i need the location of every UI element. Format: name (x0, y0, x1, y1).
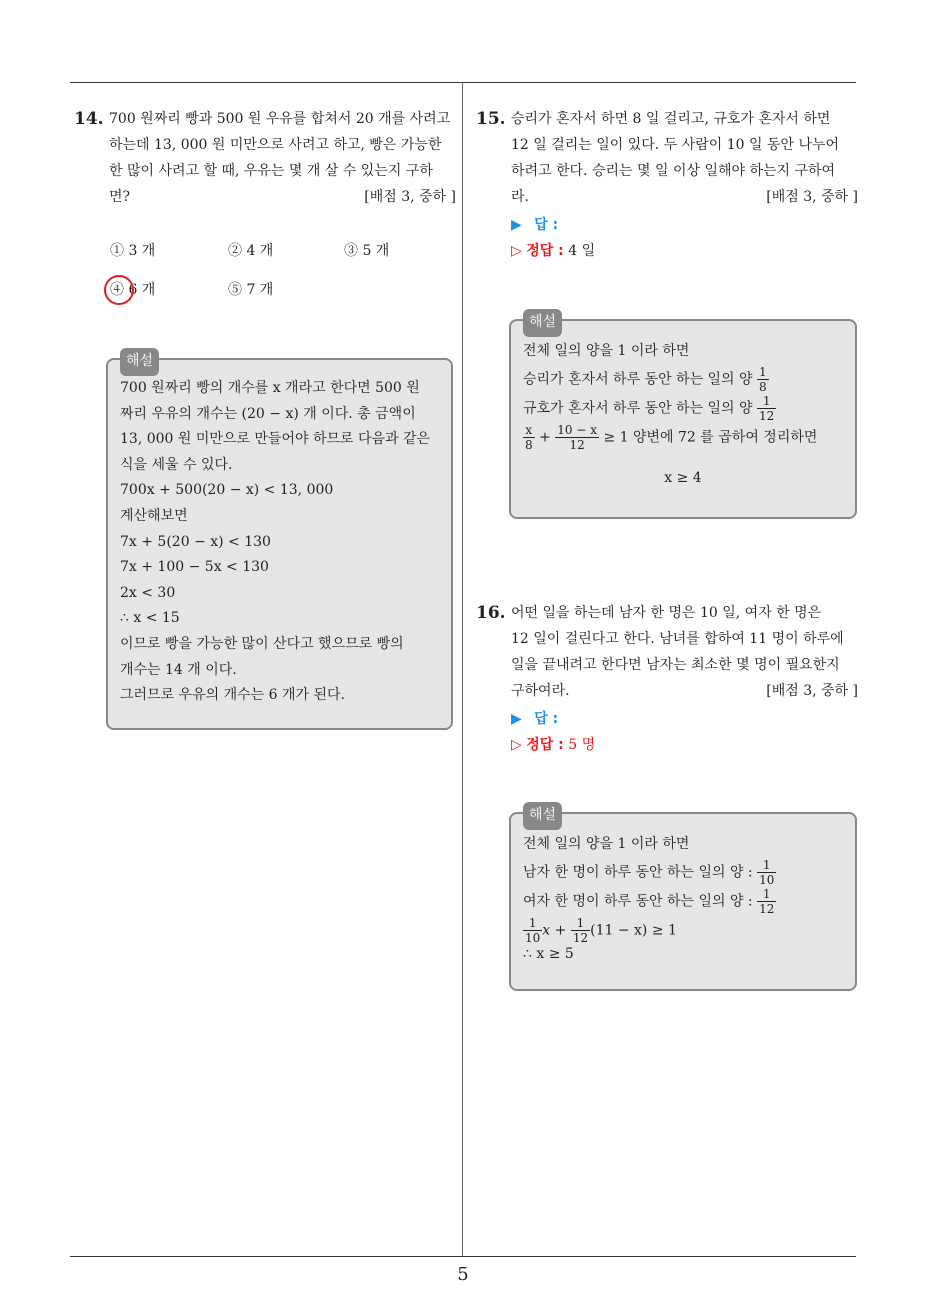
question-text: 일을 끝내려고 한다면 남자는 최소한 몇 명이 필요한지 (511, 657, 840, 673)
denominator: 8 (525, 437, 533, 452)
result-line: x ≥ 4 (664, 469, 702, 486)
denominator: 8 (759, 379, 767, 394)
explanation-text: 규호가 혼자서 하루 동안 하는 일의 양 (523, 400, 753, 417)
denominator: 10 (759, 872, 775, 887)
question-text: 12 일이 걸린다고 한다. 남녀를 합하여 11 명이 하루에 (511, 631, 844, 647)
explanation-line: 전체 일의 양을 1 이라 하면 (523, 836, 690, 852)
question-16 (476, 600, 858, 758)
explanation-line: 전체 일의 양을 1 이라 하면 (523, 343, 690, 359)
explanation-line: 7x + 5(20 − x) < 130 (120, 533, 271, 550)
fraction (555, 423, 599, 452)
explanation-box-15 (509, 314, 857, 519)
score-meta: [배점 3, 중하 ] (364, 189, 456, 205)
correct-answer-value: 4 일 (568, 243, 596, 259)
fraction (571, 916, 590, 945)
fraction (757, 365, 769, 394)
play-triangle-icon: ▶ (511, 217, 522, 233)
question-14 (74, 106, 456, 210)
explanation-line: 7x + 100 − 5x < 130 (120, 559, 269, 576)
numerator: 1 (757, 887, 776, 902)
explanation-line: 짜리 우유의 개수는 (20 − x) 개 이다. 총 금액이 (120, 405, 416, 422)
choice-2[interactable]: ② 4 개 (228, 243, 274, 259)
equation-tail: (11 − x) ≥ 1 (590, 922, 677, 939)
explanation-text: 승리가 혼자서 하루 동안 하는 일의 양 (523, 371, 753, 388)
explanation-box-16 (509, 807, 857, 991)
question-text: 면? (109, 189, 131, 205)
explanation-line (523, 423, 843, 452)
explanation-tag: 해설 (523, 802, 562, 830)
correct-answer-label: 정답 : (526, 737, 564, 753)
explanation-tag: 해설 (120, 348, 159, 376)
score-meta: [배점 3, 중하 ] (766, 189, 858, 205)
denominator: 12 (569, 437, 585, 452)
choice-4[interactable] (110, 279, 155, 299)
explanation-box-14 (106, 353, 453, 730)
numerator: 1 (571, 916, 590, 931)
column-divider (462, 82, 463, 1257)
question-number: 14. (74, 109, 104, 129)
explanation-line: 그러므로 우유의 개수는 6 개가 된다. (120, 687, 345, 704)
score-meta: [배점 3, 중하 ] (766, 683, 858, 699)
choice-5[interactable]: ⑤ 7 개 (228, 282, 274, 298)
explanation-line: 700 원짜리 빵의 개수를 x 개라고 한다면 500 원 (120, 380, 420, 396)
explanation-line: 식을 세울 수 있다. (120, 456, 233, 473)
numerator: 1 (523, 916, 542, 931)
variable-x: x + (542, 922, 571, 939)
correct-answer-value: 5 명 (568, 737, 596, 753)
denominator: 12 (759, 901, 775, 916)
top-rule (70, 82, 856, 83)
explanation-text: 여자 한 명이 하루 동안 하는 일의 양 : (523, 893, 753, 910)
play-triangle-icon: ▶ (511, 711, 522, 727)
result-line: ∴ x ≥ 5 (523, 945, 574, 962)
choice-4-label: ④ 6 개 (110, 282, 156, 298)
explanation-text: 남자 한 명이 하루 동안 하는 일의 양 : (523, 864, 753, 881)
fraction (757, 394, 776, 423)
page-number: 5 (457, 1264, 469, 1285)
question-text: 구하여라. (511, 683, 570, 699)
explanation-line: 계산해보면 (120, 507, 188, 524)
explanation-line (523, 365, 843, 394)
explanation-line (523, 916, 843, 945)
choice-3[interactable]: ③ 5 개 (344, 243, 390, 259)
outline-triangle-icon: ▷ (511, 243, 522, 259)
question-number: 16. (476, 603, 506, 623)
question-text: 12 일 걸리는 일이 있다. 두 사람이 10 일 동안 나누어 (511, 137, 840, 153)
explanation-line: ∴ x < 15 (120, 610, 180, 627)
bottom-rule (70, 1256, 856, 1257)
question-text: 하는데 13, 000 원 미만으로 사려고 하고, 빵은 가능한 (109, 137, 442, 153)
fraction (523, 916, 542, 945)
fraction (523, 423, 535, 452)
explanation-line (523, 858, 843, 887)
question-15 (476, 106, 858, 264)
explanation-text: ≥ 1 양변에 72 를 곱하여 정리하면 (603, 429, 818, 446)
choice-1[interactable]: ① 3 개 (110, 243, 156, 259)
denominator: 12 (759, 408, 775, 423)
explanation-line (523, 887, 843, 916)
correct-answer-label: 정답 : (526, 243, 564, 259)
numerator: x (523, 423, 535, 438)
question-text: 라. (511, 189, 529, 205)
numerator: 1 (757, 394, 776, 409)
outline-triangle-icon: ▷ (511, 737, 522, 753)
explanation-line: 13, 000 원 미만으로 만들어야 하므로 다음과 같은 (120, 431, 431, 448)
numerator: 1 (757, 858, 776, 873)
denominator: 10 (525, 930, 541, 945)
numerator: 10 − x (557, 422, 598, 437)
question-text: 승리가 혼자서 하면 8 일 걸리고, 규호가 혼자서 하면 (511, 111, 831, 127)
explanation-line: 700x + 500(20 − x) < 13, 000 (120, 482, 334, 499)
question-text: 어떤 일을 하는데 남자 한 명은 10 일, 여자 한 명은 (511, 605, 822, 621)
plus-sign: + (539, 429, 551, 446)
explanation-line: 이므로 빵을 가능한 많이 산다고 했으므로 빵의 (120, 635, 404, 652)
explanation-tag: 해설 (523, 309, 562, 337)
question-text: 700 원짜리 빵과 500 원 우유를 합쳐서 20 개를 사려고 (109, 111, 451, 127)
numerator: 1 (759, 364, 767, 379)
question-number: 15. (476, 109, 506, 129)
question-text: 하려고 한다. 승리는 몇 일 이상 일해야 하는지 구하여 (511, 163, 836, 179)
selected-answer-circle-icon (104, 275, 134, 305)
explanation-line: 개수는 14 개 이다. (120, 661, 237, 678)
fraction (757, 858, 776, 887)
answer-label: 답 : (534, 711, 559, 727)
fraction (757, 887, 776, 916)
explanation-line: 2x < 30 (120, 584, 176, 601)
explanation-line (523, 394, 843, 423)
question-text: 한 많이 사려고 할 때, 우유는 몇 개 살 수 있는지 구하 (109, 163, 433, 179)
denominator: 12 (572, 930, 589, 945)
answer-label: 답 : (534, 217, 559, 233)
